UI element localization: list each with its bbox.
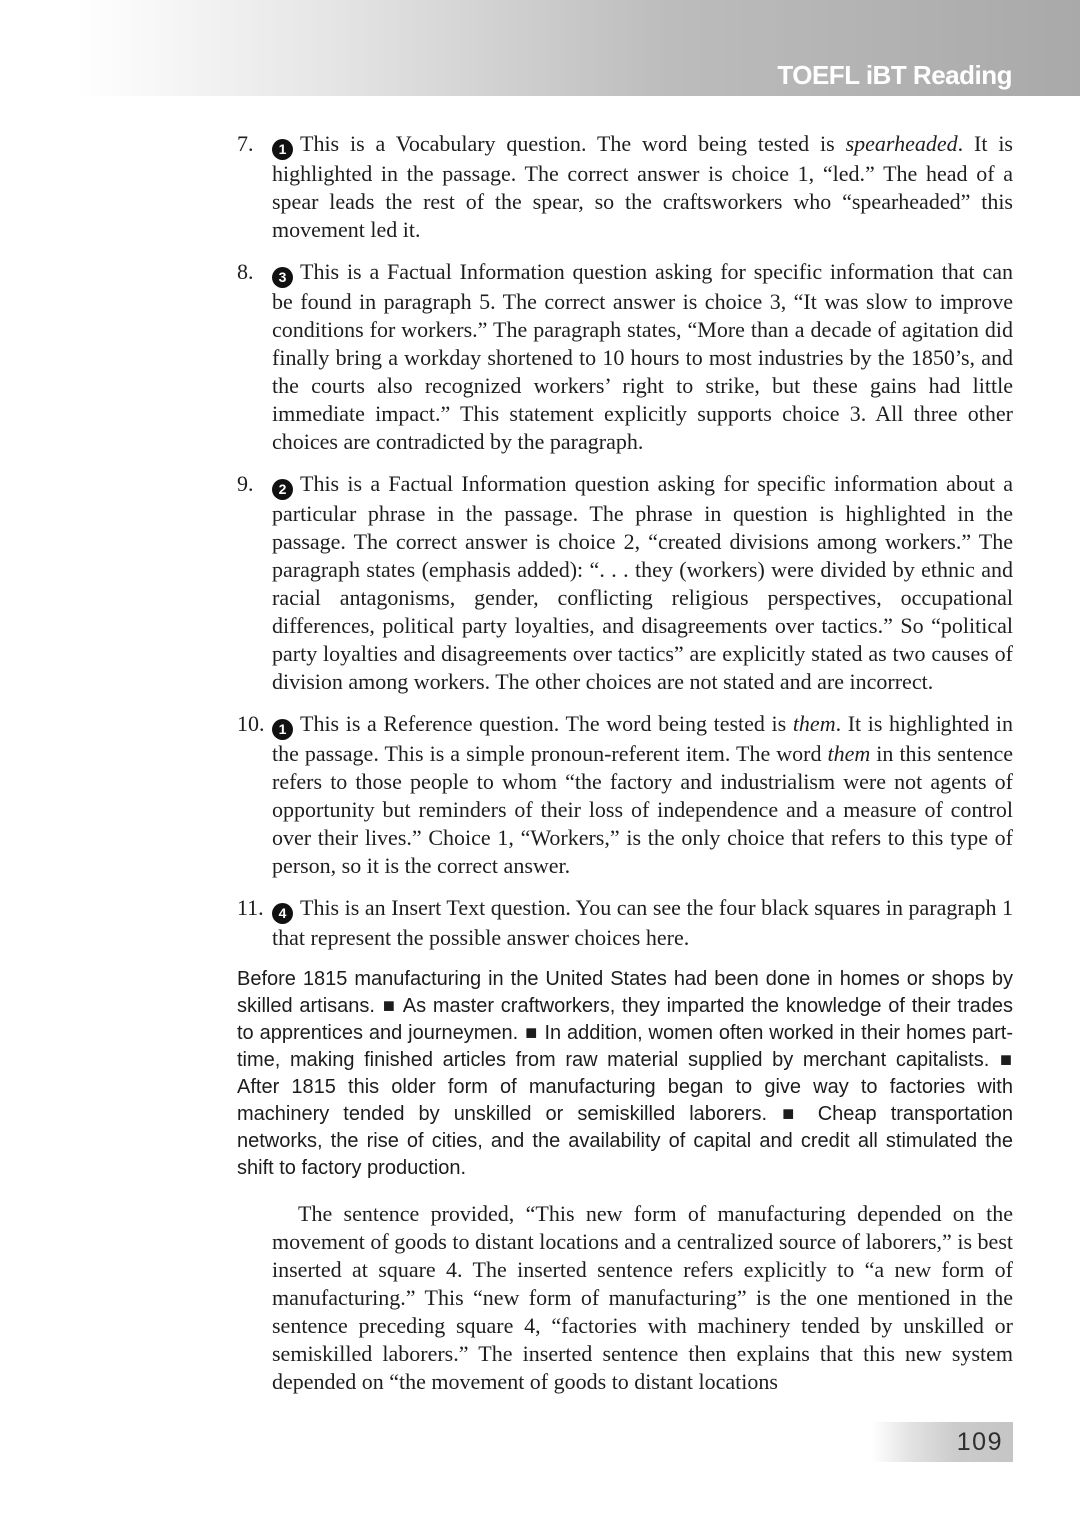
item-text-runs bbox=[272, 711, 1013, 878]
footer-bar bbox=[872, 1422, 1013, 1462]
text-run: Cheap transportation networks, the rise of cities, and the availability of capital and credit all stimulated the shift to factory production. bbox=[237, 1103, 1013, 1179]
closing-paragraph: The sentence provided, “This new form of manufacturing depended on the movement of goods to distant locations and a centralized source of laborers,” is best inserted at square 4. The inserted sentence refers explicitly to “a new form of manufacturing.” This “new form of manufacturing” is the one mentioned in the sentence preceding square 4, “factories with machinery tended by unskilled or semiskilled laborers.” The inserted sentence then explains that this new system depended on “the movement of goods to distant locations bbox=[272, 1201, 1013, 1394]
text-run: This is an Insert Text question. You can see the four black squares in paragraph 1 that represent the possible answer choices here. bbox=[272, 895, 1013, 950]
insert-square-icon: ■ bbox=[999, 1049, 1012, 1071]
item-text-runs bbox=[272, 259, 1013, 454]
explanations-list bbox=[237, 130, 1013, 1396]
item-number: 10. bbox=[237, 711, 265, 736]
item-number: 9. bbox=[237, 471, 254, 496]
explanation-item bbox=[237, 258, 1013, 456]
item-number: 11. bbox=[237, 895, 264, 920]
item-number: 7. bbox=[237, 131, 254, 156]
text-run: in this sentence refers to those people to whom “the factory and industrialism were not agents of opportunity but reminders of their loss of independence and a measure of control over their lives.” Choice 1, “Workers,” is the only choice that refers to this type of person, so it is the correct answer. bbox=[272, 741, 1013, 878]
text-run: As master craftworkers, they imparted the knowledge of their trades to apprentices and journeymen. bbox=[237, 995, 1013, 1044]
answer-choice-badge: 1 bbox=[272, 719, 293, 740]
item-explanation-text bbox=[272, 130, 1013, 244]
item-text-runs bbox=[272, 471, 1013, 694]
emphasized-text: them bbox=[792, 711, 836, 736]
text-run: This is a Vocabulary question. The word being tested is bbox=[300, 131, 846, 156]
item-explanation-text bbox=[272, 710, 1013, 880]
answer-choice-badge: 2 bbox=[272, 479, 293, 500]
answer-choice-badge: 4 bbox=[272, 903, 293, 924]
text-run: In addition, women often worked in their homes part-time, making finished articles from raw material supplied by merchant capitalists. bbox=[237, 1022, 1013, 1071]
page-number: 109 bbox=[956, 1428, 1003, 1456]
emphasized-text: spearheaded bbox=[845, 131, 958, 156]
insert-square-icon: ■ bbox=[382, 995, 397, 1017]
insert-square-icon: ■ bbox=[782, 1103, 803, 1125]
text-run: This is a Reference question. The word being tested is bbox=[300, 711, 793, 736]
text-run: After 1815 this older form of manufacturing began to give way to factories with machinery tended by unskilled or semiskilled laborers. bbox=[237, 1076, 1013, 1125]
answer-choice-badge: 3 bbox=[272, 267, 293, 288]
header-band bbox=[0, 0, 1080, 96]
item-explanation-text bbox=[272, 894, 1013, 952]
passage-paragraph bbox=[237, 966, 1013, 1182]
text-run: This is a Factual Information question asking for specific information about a particular phrase in the passage. The phrase in question is highlighted in the passage. The correct answer is choice 2, “created divisions among workers.” The paragraph states (emphasis added): “. . . they (workers) were divided by ethnic and racial antagonisms, gender, conflicting religious perspectives, occupational differences, political party loyalties, and disagreements over tactics.” So “political party loyalties and disagreements over tactics” are explicitly stated as two causes of division among workers. The other choices are not stated and are incorrect. bbox=[272, 471, 1013, 694]
item-explanation-text bbox=[272, 470, 1013, 696]
explanation-item bbox=[237, 710, 1013, 880]
item-text-runs bbox=[272, 131, 1013, 242]
item-number: 8. bbox=[237, 259, 254, 284]
explanation-item bbox=[237, 470, 1013, 696]
insert-square-icon: ■ bbox=[525, 1022, 538, 1044]
explanation-item bbox=[237, 894, 1013, 952]
item-text-runs bbox=[272, 895, 1013, 950]
page-title: TOEFL iBT Reading bbox=[777, 60, 1012, 90]
text-run: This is a Factual Information question asking for specific information that can be found in paragraph 5. The correct answer is choice 3, “It was slow to improve conditions for workers.” The paragraph states, “More than a decade of agitation did finally bring a workday shortened to 10 hours to most industries by the 1850’s, and the courts also recognized workers’ right to strike, but these gains had little immediate impact.” This statement explicitly supports choice 3. All three other choices are contradicted by the paragraph. bbox=[272, 259, 1013, 454]
explanation-item bbox=[237, 130, 1013, 244]
item-explanation-text bbox=[272, 258, 1013, 456]
text-run: . It is highlighted in the passage. The correct answer is choice 1, “led.” The head of a spear leads the rest of the spear, so the craftsworkers who “spearheaded” this movement led it. bbox=[272, 131, 1013, 242]
emphasized-text: them bbox=[827, 741, 871, 766]
text-run: . It is highlighted in the passage. This is a simple pronoun-referent item. The word bbox=[272, 711, 1013, 766]
answer-choice-badge: 1 bbox=[272, 139, 293, 160]
text-run: Before 1815 manufacturing in the United States had been done in homes or shops by skilled artisans. bbox=[237, 968, 1013, 1017]
